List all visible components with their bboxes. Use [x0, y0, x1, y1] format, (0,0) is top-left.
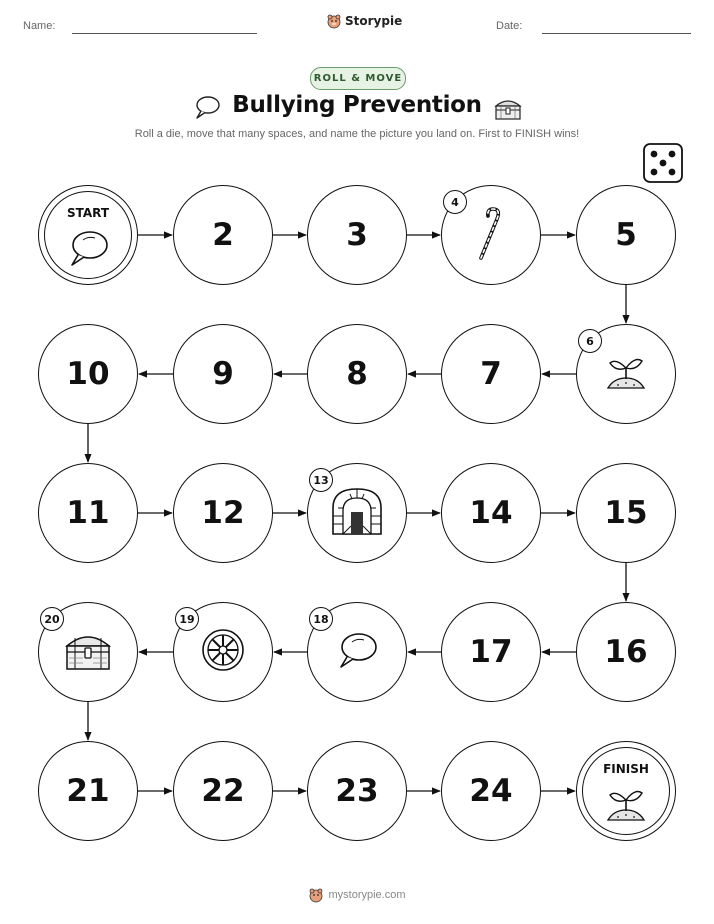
space-number-badge: 20: [40, 607, 64, 631]
space-8: [307, 324, 407, 424]
space-number: 9: [212, 356, 234, 392]
space-number: 14: [469, 495, 513, 531]
speech-bubble-icon: [335, 630, 379, 674]
roll-and-move-badge: ROLL & MOVE: [310, 67, 406, 90]
footer-url: mystorypie.com: [328, 889, 406, 901]
space-number-badge: 6: [578, 329, 602, 353]
date-label: Date:: [496, 20, 523, 32]
space-number-badge: 19: [175, 607, 199, 631]
space-number: 5: [615, 217, 637, 253]
space-number-badge: 13: [309, 468, 333, 492]
space-5: [576, 185, 676, 285]
cane-icon: [471, 205, 511, 265]
space-number: 23: [335, 773, 379, 809]
space-17: [441, 602, 541, 702]
space-number: 16: [604, 634, 648, 670]
space-21: [38, 741, 138, 841]
tunnel-icon: [330, 486, 384, 540]
sprout-icon: [604, 784, 648, 828]
space-11: [38, 463, 138, 563]
space-10: [38, 324, 138, 424]
instructions: Roll a die, move that many spaces, and name the picture you land on. First to FINISH wins!: [134, 128, 580, 140]
space-number: 7: [480, 356, 502, 392]
name-label: Name:: [23, 20, 56, 32]
space-15: [576, 463, 676, 563]
space-22: [173, 741, 273, 841]
space-number: 2: [212, 217, 234, 253]
space-9: [173, 324, 273, 424]
page-title: Bullying Prevention: [232, 92, 482, 118]
start-space: [38, 185, 138, 285]
space-2: [173, 185, 273, 285]
space-23: [307, 741, 407, 841]
space-number-badge: 18: [309, 607, 333, 631]
space-3: [307, 185, 407, 285]
wheel-icon: [200, 627, 246, 677]
treasure-chest-icon: [63, 628, 113, 676]
space-24: [441, 741, 541, 841]
space-number: 10: [66, 356, 110, 392]
storypie-mascot-icon: [308, 887, 324, 903]
space-number-badge: 4: [443, 190, 467, 214]
space-number: 21: [66, 773, 110, 809]
space-number: 22: [201, 773, 245, 809]
space-number: 3: [346, 217, 368, 253]
space-number: 24: [469, 773, 513, 809]
space-12: [173, 463, 273, 563]
finish-label: FINISH: [603, 762, 649, 776]
space-16: [576, 602, 676, 702]
space-7: [441, 324, 541, 424]
space-number: 8: [346, 356, 368, 392]
sprout-icon: [604, 352, 648, 396]
speech-bubble-icon: [66, 228, 110, 272]
space-number: 17: [469, 634, 513, 670]
space-14: [441, 463, 541, 563]
space-number: 15: [604, 495, 648, 531]
brand-name: Storypie: [345, 14, 403, 28]
space-number: 11: [66, 495, 110, 531]
start-label: START: [66, 206, 110, 220]
finish-space: [576, 741, 676, 841]
footer: [0, 887, 714, 903]
space-number: 12: [201, 495, 245, 531]
